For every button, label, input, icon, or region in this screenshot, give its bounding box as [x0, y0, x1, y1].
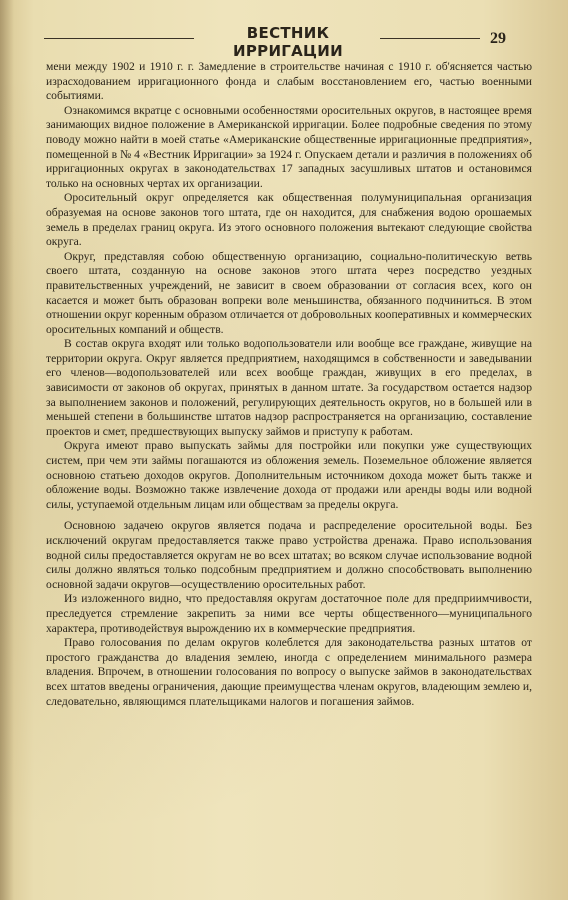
header-rule-left	[44, 38, 194, 39]
paragraph: Из изложенного видно, что предоставляя округам достаточное поле для предприимчивости, преследуется стремление закрепить за ними все черты общественного—муниципального характера, противодействуя вырождению их в коммерческие предприятия.	[46, 592, 532, 635]
paragraph: Право голосования по делам округов колеблется для законодательства разных штатов от простого гражданства до владения землею, иногда с определением минимального размера владения. Впрочем, в отношении голосования по вопросу о выпуске займов в законодательствах всех штатов введены ограничения, дающие преимущества членам округов, владеющим землею и, следовательно, являющимся плательщиками налогов и погашения займов.	[46, 636, 532, 708]
page-binding-shadow	[0, 0, 14, 900]
paragraph: Оросительный округ определяется как общественная полумуниципальная организация образуемая на основе законов того штата, где он находится, для снабжения водою орошаемых земель в пределах границ округа. Из этого основного положения вытекают следующие свойства округа.	[46, 191, 532, 249]
paragraph-continuation: мени между 1902 и 1910 г. г. Замедление в строительстве начиная с 1910 г. об'ясняется частью израсходованием ирригационного фонда и слабым восстановлением его, частью военными событиями.	[46, 60, 532, 103]
page-number: 29	[490, 30, 506, 47]
paragraph: В состав округа входят или только водопользователи или вообще все граждане, живущие на территории округа. Округ является предприятием, находящимся в собственности и заведывании его членов—водопользователей или всех вообще граждан, живущих в его пределах, в зависимости от законов об округах, принятых в данном штате. За государством остается надзор за выполнением законов и положений, регулирующих деятельность округов, но в большей или в меньшей степени в большинстве штатов надзор распространяется на организацию, составление проектов и смет, предшествующих выпуску займов и приступу к работам.	[46, 337, 532, 438]
page-header	[44, 20, 528, 60]
paragraph: Округ, представляя собою общественную организацию, социально-политическую ветвь своего штата, созданную на основе законов этого штата через посредство уездных правительственных учреждений, не зависит в своем образовании от согласия всех, кого он касается и может быть образован вопреки воле меньшинства, обязанного подчиниться. В этом отношении округ коренным образом отличается от добровольных кооперативных и коммерческих оросительных компаний и обществ.	[46, 249, 532, 336]
article-body	[46, 60, 532, 709]
paragraph: Основною задачею округов является подача и распределение оросительной воды. Без исключений округам предоставляется также право устройства дренажа. Право использования водной силы предоставляется округам не во всех штатах; во всяком случае использование водной силы должно являться только подсобным предприятием и должно способствовать выполнению основной задачи округов—осуществлению оросительных работ.	[46, 519, 532, 591]
journal-title: ВЕСТНИК ИРРИГАЦИИ	[233, 24, 343, 60]
header-rule-right	[380, 38, 480, 39]
paragraph: Ознакомимся вкратце с основными особенностями оросительных округов, в настоящее время занимающих видное положение в Американской ирригации. Более подробные сведения по этому поводу можно найти в моей статье «Американские общественные ирригационные предприятия», помещенной в № 4 «Вестник Ирригации» за 1924 г. Опускаем детали и различия в положениях об ирригационных округах в законодательствах 17 западных засушливых штатов и остановимся только на основных чертах их организации.	[46, 103, 532, 190]
paragraph: Округа имеют право выпускать займы для постройки или покупки уже существующих систем, при чем эти займы погашаются из обложения земель. Поземельное обложение является основною статьею доходов округов. Дополнительным источником дохода может быть также и обложение воды. Возможно также извлечение дохода от продажи или аренды воды или водной силы, уступаемой отдельным лицам или обществам за пределы округа.	[46, 439, 532, 511]
